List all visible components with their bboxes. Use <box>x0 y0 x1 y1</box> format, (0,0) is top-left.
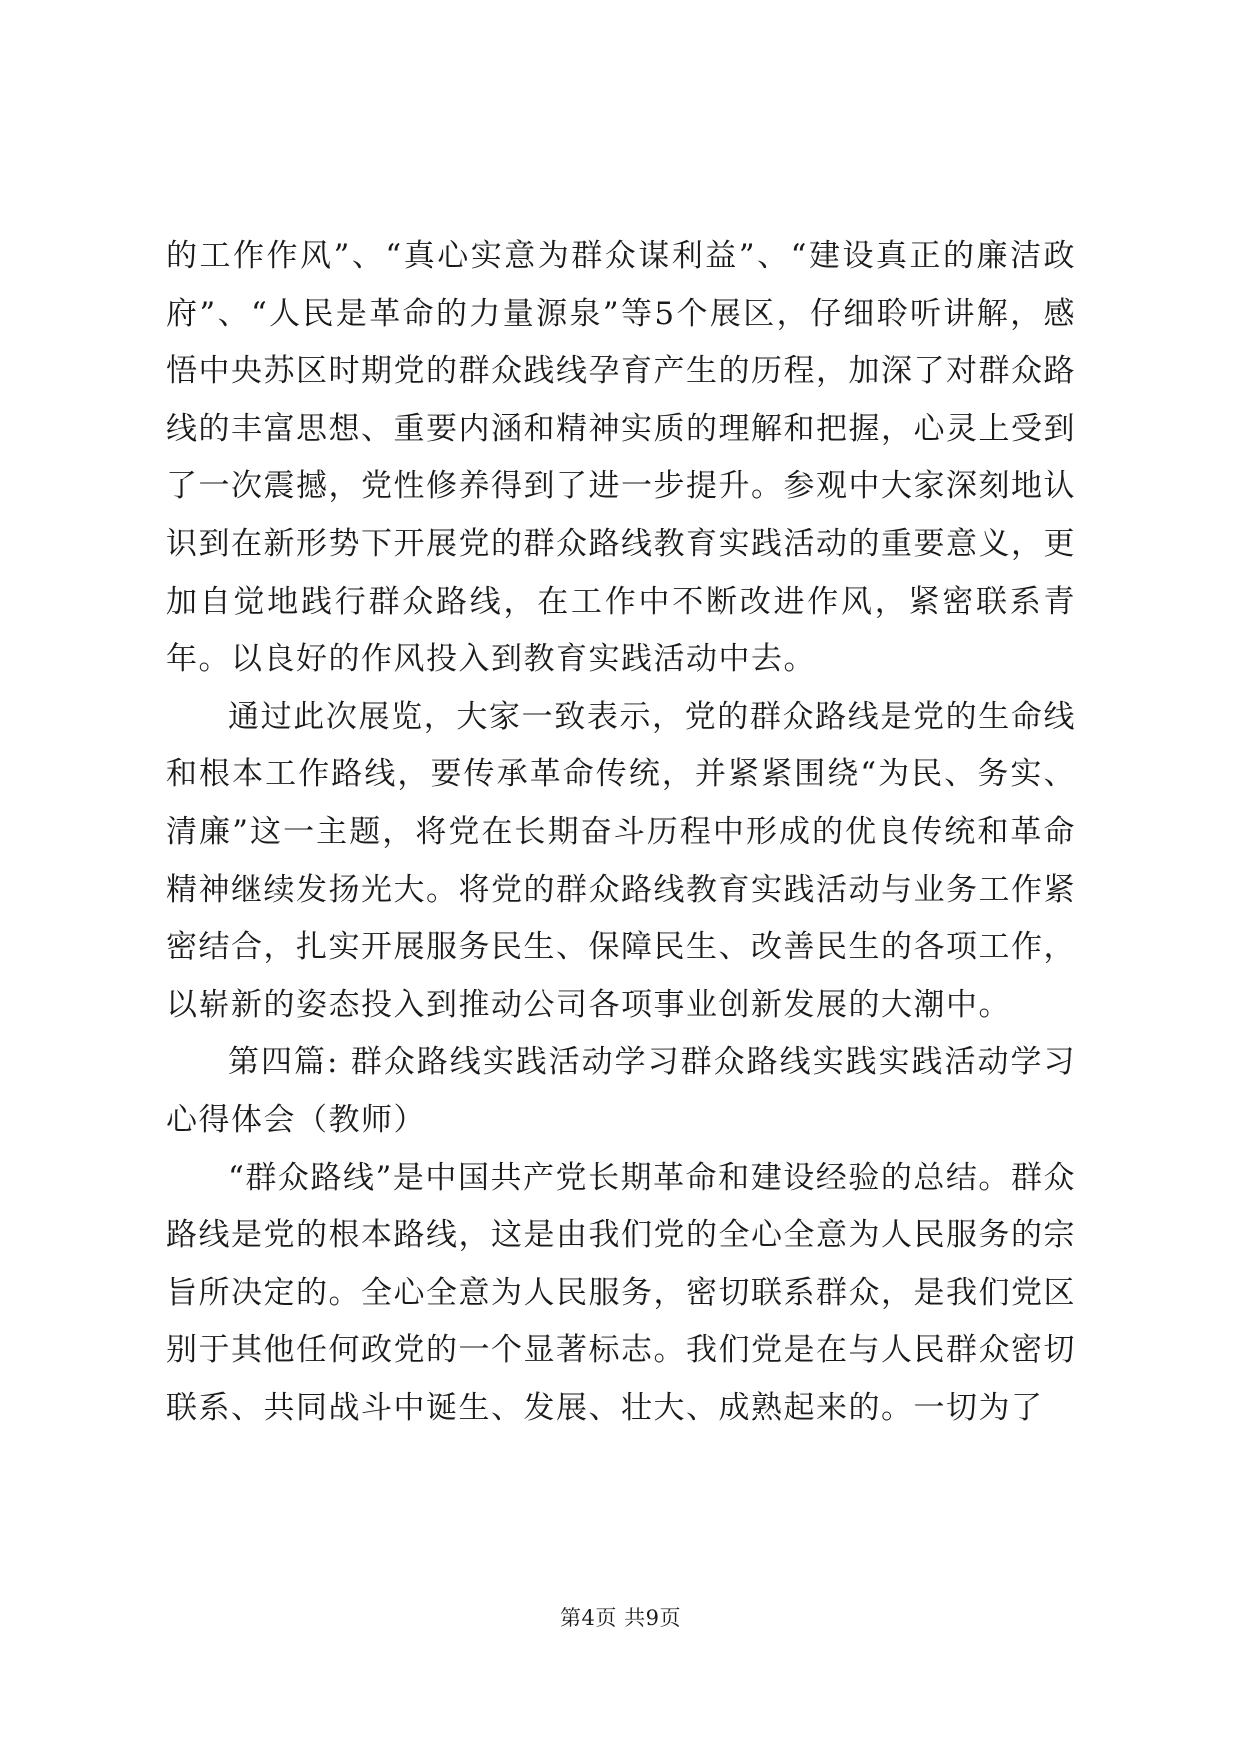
paragraph-2: 通过此次展览，大家一致表示，党的群众路线是党的生命线和根本工作路线，要传承革命传统，并紧紧围绕“为民、务实、清廉”这一主题，将党在长期奋斗历程中形成的优良传统和革命精神继续发扬光大。将党的群众路线教育实践活动与业务工作紧密结合，扎实开展服务民生、保障民生、改善民生的各项工作，以崭新的姿态投入到推动公司各项事业创新发展的大潮中。 <box>166 698 1076 1023</box>
document-body <box>166 228 1076 1437</box>
paragraph-1: 的工作作风”、“真心实意为群众谋利益”、“建设真正的廉洁政府”、“人民是革命的力量源泉”等5个展区，仔细聆听讲解，感悟中央苏区时期党的群众践线孕育产生的历程，加深了对群众路线的丰富思想、重要内涵和精神实质的理解和把握，心灵上受到了一次震撼，党性修养得到了进一步提升。参观中大家深刻地认识到在新形势下开展党的群众路线教育实践活动的重要意义，更加自觉地践行群众路线，在工作中不断改进作风，紧密联系青年。以良好的作风投入到教育实践活动中去。 <box>166 238 1076 678</box>
section-heading-paragraph: 第四篇: 群众路线实践活动学习群众路线实践实践活动学习心得体会（教师） <box>166 1044 1076 1138</box>
page-number-footer: 第4页 共9页 <box>560 1606 681 1630</box>
paragraph-4: “群众路线”是中国共产党长期革命和建设经验的总结。群众路线是党的根本路线，这是由我们党的全心全意为人民服务的宗旨所决定的。全心全意为人民服务，密切联系群众，是我们党区别于其他任何政党的一个显著标志。我们党是在与人民群众密切联系、共同战斗中诞生、发展、壮大、成熟起来的。一切为了 <box>166 1159 1076 1426</box>
